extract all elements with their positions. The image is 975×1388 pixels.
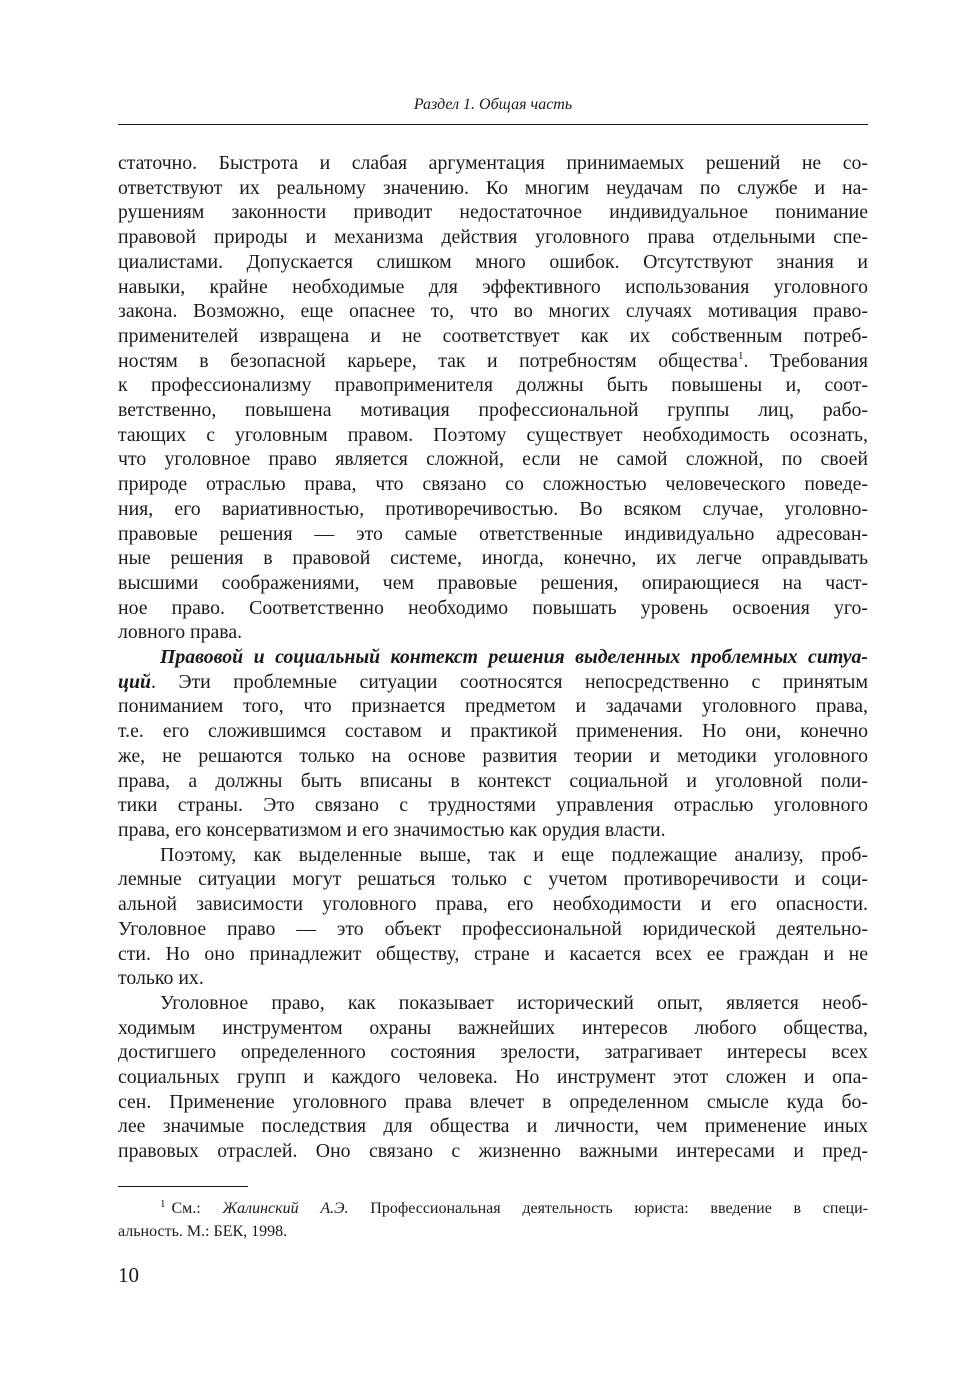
page-number: 10 bbox=[118, 1263, 139, 1287]
text-line: социальных групп и каждого человека. Но инструмент этот сложен и опа- bbox=[118, 1066, 868, 1089]
footnote bbox=[118, 1198, 868, 1243]
text-line: ответствуют их реальному значению. Ко многим неудачам по службе и на- bbox=[118, 176, 868, 199]
footnote-rule bbox=[118, 1186, 248, 1187]
text-line: закона. Возможно, еще опаснее то, что во многих случаях мотивация право- bbox=[118, 300, 868, 323]
text-line: сен. Применение уголовного права влечет в определенном смысле куда бо- bbox=[118, 1090, 868, 1113]
text-line: Уголовное право — это объект профессиональной юридической деятельно- bbox=[118, 917, 868, 940]
footnote-title: Профессиональная деятельность юриста: введение в специ- bbox=[348, 1200, 869, 1217]
text-line: ветственно, повышена мотивация профессиональной группы лиц, рабо- bbox=[118, 399, 868, 422]
text-line: правовые решения — это самые ответственные индивидуально адресован- bbox=[118, 522, 868, 545]
text-line: ловного права. bbox=[118, 621, 243, 644]
footnote-line: альность. М.: БЕК, 1998. bbox=[118, 1223, 288, 1240]
text-line: к профессионализму правоприменителя должны быть повышены и, соот- bbox=[118, 374, 868, 397]
text-segment: ностям в безопасной карьере, так и потребностям общества bbox=[118, 349, 738, 372]
text-line: природе отраслью права, что связано со сложностью человеческого поведе- bbox=[118, 473, 868, 496]
footnote-reference: 1 bbox=[737, 349, 744, 362]
text-line bbox=[118, 670, 868, 695]
text-line: ходимым инструментом охраны важнейших интересов любого общества, bbox=[118, 1016, 868, 1039]
header-rule bbox=[118, 124, 868, 125]
text-line: лее значимые последствия для общества и личности, чем применение иных bbox=[118, 1115, 868, 1138]
text-line: применителей извращена и не соответствует как их собственным потреб- bbox=[118, 324, 868, 347]
text-line: Поэтому, как выделенные выше, так и еще подлежащие анализу, проб- bbox=[160, 843, 868, 866]
text-line: ные решения в правовой системе, иногда, конечно, их легче оправдывать bbox=[118, 547, 868, 570]
text-line bbox=[118, 349, 868, 374]
footnote-author: Жалинский А.Э. bbox=[222, 1200, 349, 1217]
section-heading-end: ций bbox=[118, 670, 152, 693]
section-heading-line: Правовой и социальный контекст решения выделенных проблемных ситуа- bbox=[160, 646, 868, 669]
text-line: же, не решаются только на основе развития теории и методики уголовного bbox=[118, 744, 868, 767]
text-line: права, а должны быть вписаны в контекст социальной и уголовной поли- bbox=[118, 769, 868, 792]
main-text bbox=[118, 151, 868, 1164]
running-head: Раздел 1. Общая часть bbox=[413, 96, 573, 113]
text-segment: . Эти проблемные ситуации соотносятся непосредственно с принятым bbox=[151, 670, 868, 693]
text-line: только их. bbox=[118, 967, 204, 990]
footnote-line bbox=[118, 1198, 868, 1221]
text-line: сти. Но оно принадлежит обществу, стране и касается всех ее граждан и не bbox=[118, 942, 868, 965]
text-line: ное право. Соответственно необходимо повышать уровень освоения уго- bbox=[118, 596, 868, 619]
text-line: права, его консерватизмом и его значимостью как орудия власти. bbox=[118, 818, 666, 841]
text-line: достигшего определенного состояния зрелости, затрагивает интересы всех bbox=[118, 1041, 868, 1064]
text-line: рушениям законности приводит недостаточное индивидуальное понимание bbox=[118, 201, 868, 224]
text-line: Уголовное право, как показывает исторический опыт, является необ- bbox=[160, 991, 868, 1014]
text-line: статочно. Быстрота и слабая аргументация принимаемых решений не со- bbox=[118, 152, 868, 174]
text-segment: . Требования bbox=[743, 349, 869, 372]
text-line: навыки, крайне необходимые для эффективного использования уголовного bbox=[118, 275, 868, 298]
text-line: правовой природы и механизма действия уголовного права отдельными спе- bbox=[118, 226, 868, 249]
text-line: лемные ситуации могут решаться только с учетом противоречивости и соци- bbox=[118, 868, 868, 891]
text-line: альной зависимости уголовного права, его необходимости и его опасности. bbox=[118, 893, 868, 916]
text-line: т.е. его сложившимся составом и практикой применения. Но они, конечно bbox=[118, 720, 868, 743]
text-line: пониманием того, что признается предметом и задачами уголовного права, bbox=[118, 695, 868, 718]
text-line: тики страны. Это связано с трудностями управления отраслью уголовного bbox=[118, 794, 868, 817]
footnote-prefix: См.: bbox=[171, 1200, 223, 1217]
text-line: тающих с уголовным правом. Поэтому существует необходимость осознать, bbox=[118, 423, 868, 446]
text-line: что уголовное право является сложной, если не самой сложной, по своей bbox=[118, 448, 868, 471]
text-line: высшими соображениями, чем правовые решения, опирающиеся на част- bbox=[118, 571, 868, 594]
text-line: правовых отраслей. Оно связано с жизненно важными интересами и пред- bbox=[118, 1140, 868, 1163]
text-line: циалистами. Допускается слишком много ошибок. Отсутствуют знания и bbox=[118, 250, 868, 273]
text-line: ния, его вариативностью, противоречивостью. Во всяком случае, уголовно- bbox=[118, 497, 868, 520]
footnote-mark: 1 bbox=[160, 1198, 166, 1210]
